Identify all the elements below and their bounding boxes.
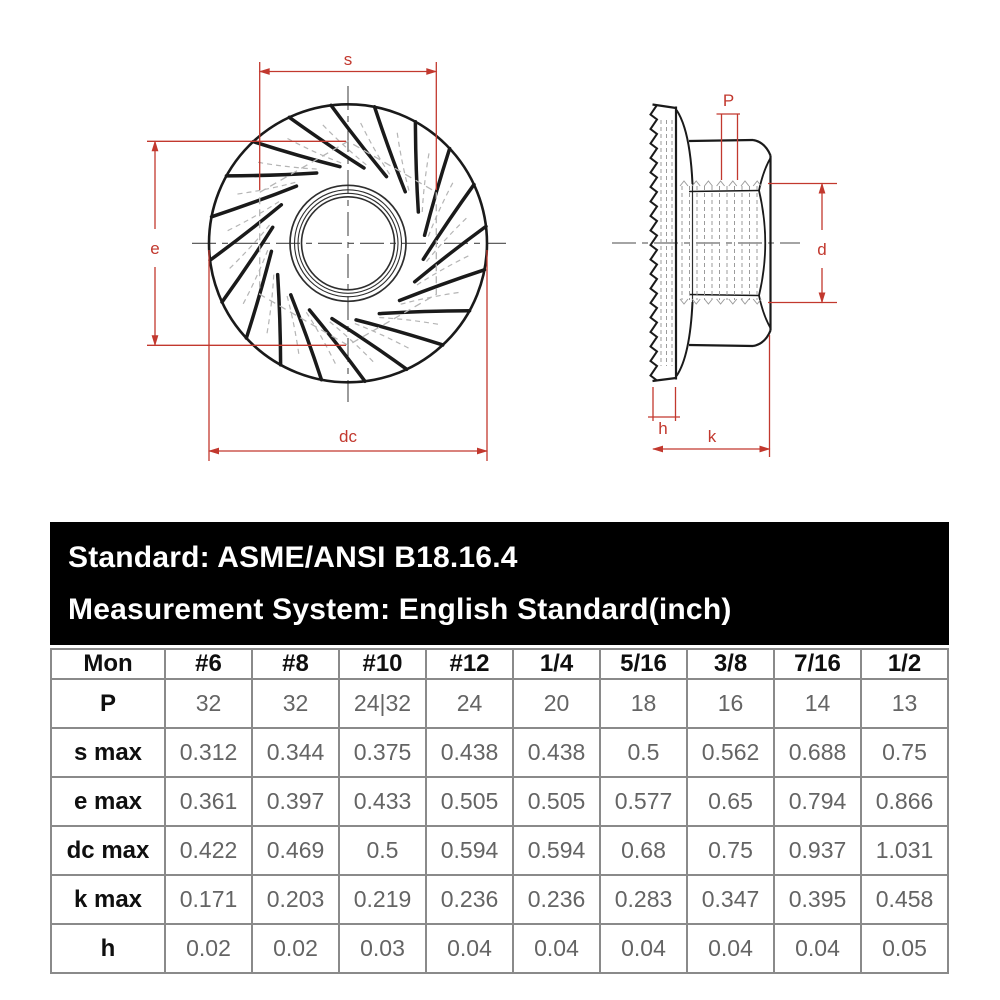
cell: 0.347: [687, 875, 774, 924]
cell: 0.397: [252, 777, 339, 826]
cell: 0.04: [774, 924, 861, 973]
size-column-header: 1/4: [513, 649, 600, 679]
cell: 0.02: [252, 924, 339, 973]
hex-waist-top: [689, 191, 759, 192]
cell: 0.505: [426, 777, 513, 826]
cell: 0.344: [252, 728, 339, 777]
cell: 0.562: [687, 728, 774, 777]
cell: 0.458: [861, 875, 948, 924]
size-column-header: #8: [252, 649, 339, 679]
e-label: e: [150, 239, 160, 258]
cell: 0.236: [426, 875, 513, 924]
measurement-system-line: Measurement System: English Standard(inch): [68, 593, 732, 626]
cell: 0.203: [252, 875, 339, 924]
cell: 0.438: [513, 728, 600, 777]
cell: 0.68: [600, 826, 687, 875]
row-label: k max: [51, 875, 165, 924]
hex-corner-ear-bottom: [753, 331, 771, 347]
cell: 0.5: [600, 728, 687, 777]
d-label: d: [817, 240, 827, 259]
row-label: P: [51, 679, 165, 728]
side-view: [612, 91, 837, 457]
corner-header: Mon: [51, 649, 165, 679]
table-row: [51, 826, 948, 875]
row-label: e max: [51, 777, 165, 826]
cell: 0.375: [339, 728, 426, 777]
cell: 0.5: [339, 826, 426, 875]
cell: 0.02: [165, 924, 252, 973]
cell: 0.688: [774, 728, 861, 777]
cell: 0.594: [513, 826, 600, 875]
cell: 0.395: [774, 875, 861, 924]
size-column-header: 7/16: [774, 649, 861, 679]
table-row: [51, 777, 948, 826]
cell: 0.422: [165, 826, 252, 875]
cell: 0.361: [165, 777, 252, 826]
cell: 0.04: [426, 924, 513, 973]
cell: 0.219: [339, 875, 426, 924]
cell: 0.75: [687, 826, 774, 875]
cell: 0.438: [426, 728, 513, 777]
size-column-header: 1/2: [861, 649, 948, 679]
cell: 13: [861, 679, 948, 728]
cell: 0.05: [861, 924, 948, 973]
cell: 0.75: [861, 728, 948, 777]
cone-top: [677, 110, 693, 184]
spec-table-head: [51, 649, 948, 679]
dimension-d: [768, 184, 837, 303]
cone-bottom: [677, 302, 693, 376]
p-label: P: [722, 91, 735, 110]
cell: 0.312: [165, 728, 252, 777]
spec-table-body: [51, 679, 948, 973]
cell: 0.937: [774, 826, 861, 875]
hex-waist-bottom: [689, 295, 759, 296]
dimension-P: [717, 91, 741, 180]
cell: 18: [600, 679, 687, 728]
k-label: k: [707, 427, 717, 446]
table-row: [51, 679, 948, 728]
cell: 0.236: [513, 875, 600, 924]
dc-label: dc: [339, 427, 357, 446]
cell: 0.469: [252, 826, 339, 875]
cell: 0.594: [426, 826, 513, 875]
size-column-header: 3/8: [687, 649, 774, 679]
cell: 0.65: [687, 777, 774, 826]
cell: 24: [426, 679, 513, 728]
cell: 32: [165, 679, 252, 728]
cell: 0.04: [687, 924, 774, 973]
size-column-header: #6: [165, 649, 252, 679]
cell: 0.866: [861, 777, 948, 826]
cell: 0.283: [600, 875, 687, 924]
table-row: [51, 728, 948, 777]
table-row: [51, 875, 948, 924]
row-label: s max: [51, 728, 165, 777]
standard-line: Standard: ASME/ANSI B18.16.4: [68, 541, 518, 574]
spec-table: [50, 648, 949, 974]
cell: 0.04: [513, 924, 600, 973]
size-column-header: #10: [339, 649, 426, 679]
row-label: dc max: [51, 826, 165, 875]
dimension-h: [648, 387, 680, 438]
hex-bottom-face: [689, 345, 753, 346]
cell: 0.794: [774, 777, 861, 826]
cell: 0.433: [339, 777, 426, 826]
h-label: h: [658, 419, 668, 438]
cell: 16: [687, 679, 774, 728]
front-view: [147, 50, 506, 461]
standard-header: [50, 522, 949, 645]
cell: 0.505: [513, 777, 600, 826]
flange-bottom-edge: [653, 378, 677, 381]
cell: 20: [513, 679, 600, 728]
cell: 24|32: [339, 679, 426, 728]
cell: 1.031: [861, 826, 948, 875]
size-column-header: 5/16: [600, 649, 687, 679]
cell: 0.577: [600, 777, 687, 826]
row-label: h: [51, 924, 165, 973]
cell: 0.04: [600, 924, 687, 973]
cell: 0.03: [339, 924, 426, 973]
cell: 0.171: [165, 875, 252, 924]
s-label: s: [343, 50, 353, 69]
cell: 14: [774, 679, 861, 728]
table-header-row: [51, 649, 948, 679]
size-column-header: #12: [426, 649, 513, 679]
hex-corner-ear-top: [753, 140, 771, 156]
dimension-k: [653, 335, 770, 457]
table-row: [51, 924, 948, 973]
cell: 32: [252, 679, 339, 728]
